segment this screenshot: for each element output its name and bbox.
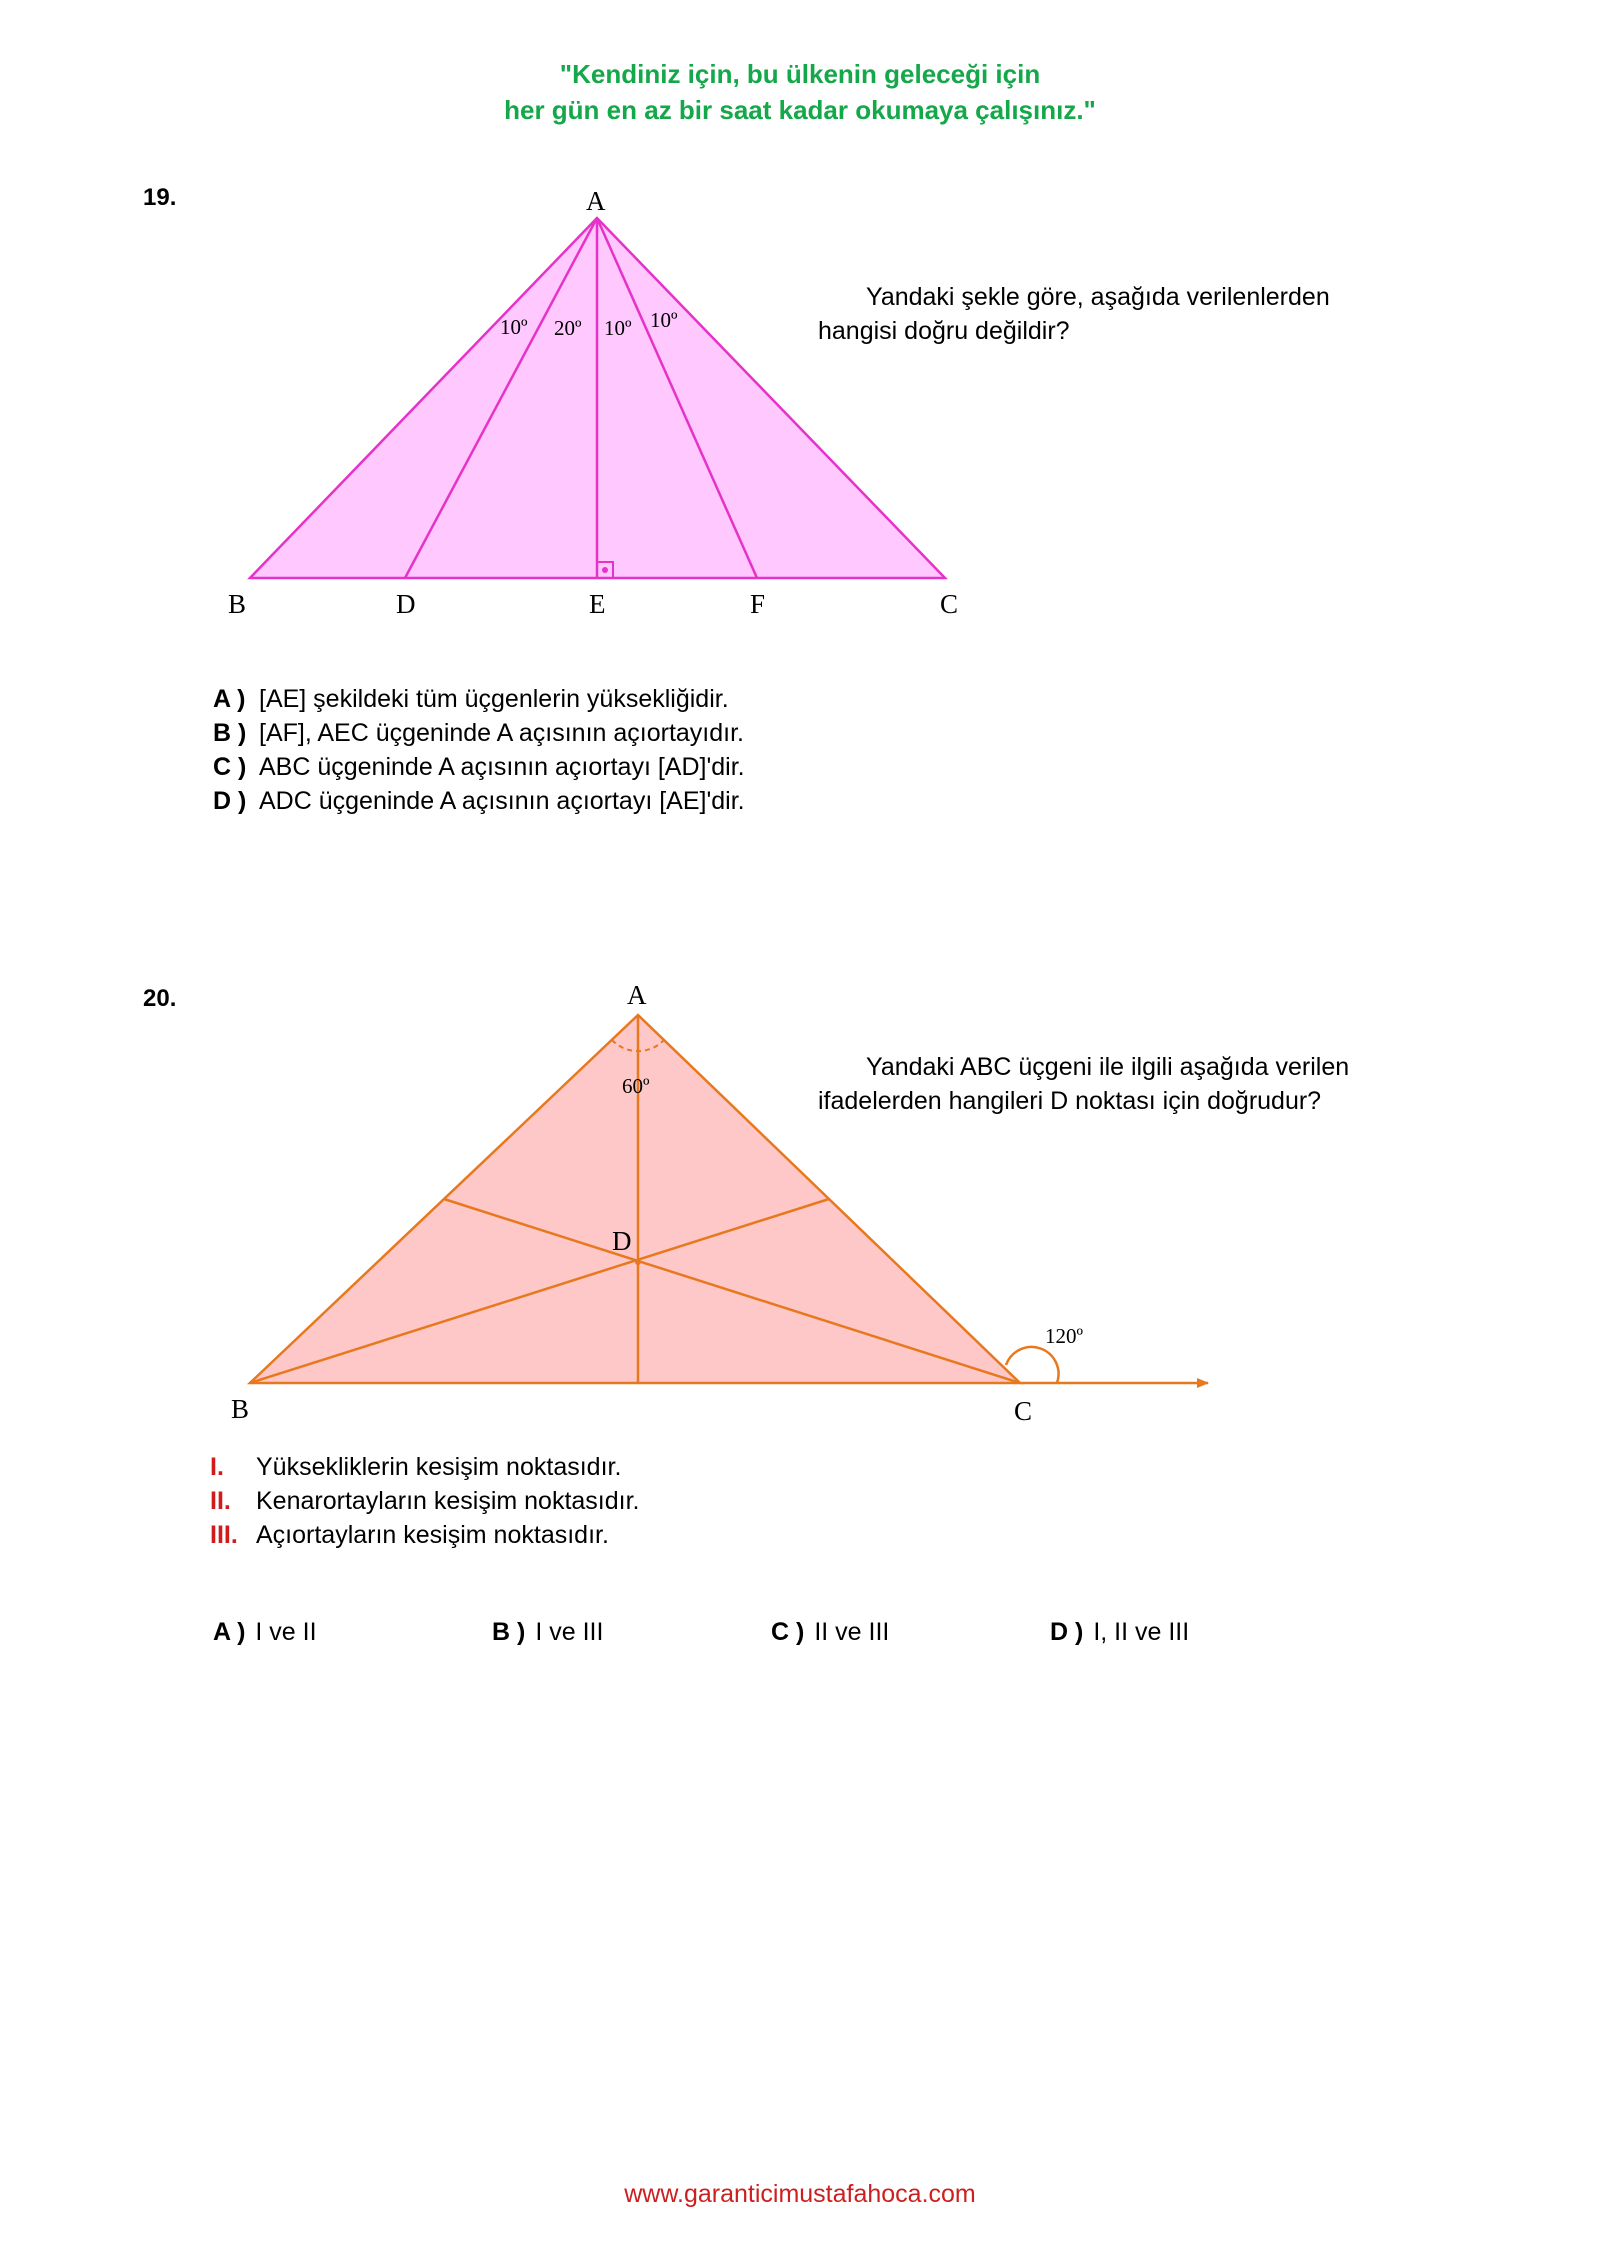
q20-statement-2: II. Kenarortayların kesişim noktasıdır. xyxy=(210,1487,640,1515)
q19-label-e: E xyxy=(589,589,606,619)
motto-line-1: "Kendiniz için, bu ülkenin geleceği için xyxy=(559,59,1041,89)
q19-figure xyxy=(228,186,958,619)
q20-choice-a[interactable]: A ) I ve II xyxy=(213,1618,317,1646)
q20-text-line-2: ifadelerden hangileri D noktası için doğrudur? xyxy=(818,1087,1322,1115)
q20-choice-b[interactable]: B ) I ve III xyxy=(492,1618,604,1646)
q20-label-a: A xyxy=(627,980,647,1010)
q20-angle-a: 60º xyxy=(622,1074,650,1098)
motto-line-2: her gün en az bir saat kadar okumaya çalışınız." xyxy=(504,95,1096,125)
q19-label-b: B xyxy=(228,589,247,619)
footer-website[interactable]: www.garanticimustafahoca.com xyxy=(624,2180,976,2208)
q19-option-c[interactable]: C ) ABC üçgeninde A açısının açıortayı [AD]'dir. xyxy=(213,753,745,781)
q20-statement-1: I. Yüksekliklerin kesişim noktasıdır. xyxy=(210,1453,622,1481)
q19-option-d[interactable]: D ) ADC üçgeninde A açısının açıortayı [AE]'dir. xyxy=(213,787,745,815)
q20-statements xyxy=(210,1450,640,1552)
q20-text-line-1: Yandaki ABC üçgeni ile ilgili aşağıda verilen xyxy=(866,1053,1350,1081)
q20-label-b: B xyxy=(231,1394,250,1424)
q20-question-text xyxy=(818,1050,1398,1118)
q19-number: 19. xyxy=(143,184,177,211)
q20-figure xyxy=(231,980,1208,1426)
q19-label-a: A xyxy=(586,186,606,216)
q19-angle-3: 10º xyxy=(604,316,632,340)
q19-angle-1: 10º xyxy=(500,315,528,339)
q19-option-a[interactable]: A ) [AE] şekildeki tüm üçgenlerin yüksekliğidir. xyxy=(213,685,729,713)
q20-point-d-dot xyxy=(635,1259,641,1265)
q19-angle-4: 10º xyxy=(650,308,678,332)
q20-label-c: C xyxy=(1014,1396,1033,1426)
q19-label-d: D xyxy=(396,589,416,619)
q20-number: 20. xyxy=(143,985,177,1012)
q19-options xyxy=(213,682,745,818)
q20-choice-c[interactable]: C ) II ve III xyxy=(771,1618,890,1646)
q20-angle-exterior: 120º xyxy=(1045,1324,1084,1348)
q19-text-line-2: hangisi doğru değildir? xyxy=(818,317,1070,345)
q19-label-f: F xyxy=(750,589,766,619)
q19-text-line-1: Yandaki şekle göre, aşağıda verilenlerden xyxy=(866,283,1330,311)
q19-angle-2: 20º xyxy=(554,316,582,340)
q19-right-angle-dot xyxy=(602,567,608,573)
q19-option-b[interactable]: B ) [AF], AEC üçgeninde A açısının açıortayıdır. xyxy=(213,719,744,747)
q19-question-text xyxy=(818,280,1398,348)
q20-label-d: D xyxy=(612,1226,632,1256)
q20-statement-3: III. Açıortayların kesişim noktasıdır. xyxy=(210,1521,609,1549)
q20-choice-d[interactable]: D ) I, II ve III xyxy=(1050,1618,1190,1646)
q19-label-c: C xyxy=(940,589,959,619)
